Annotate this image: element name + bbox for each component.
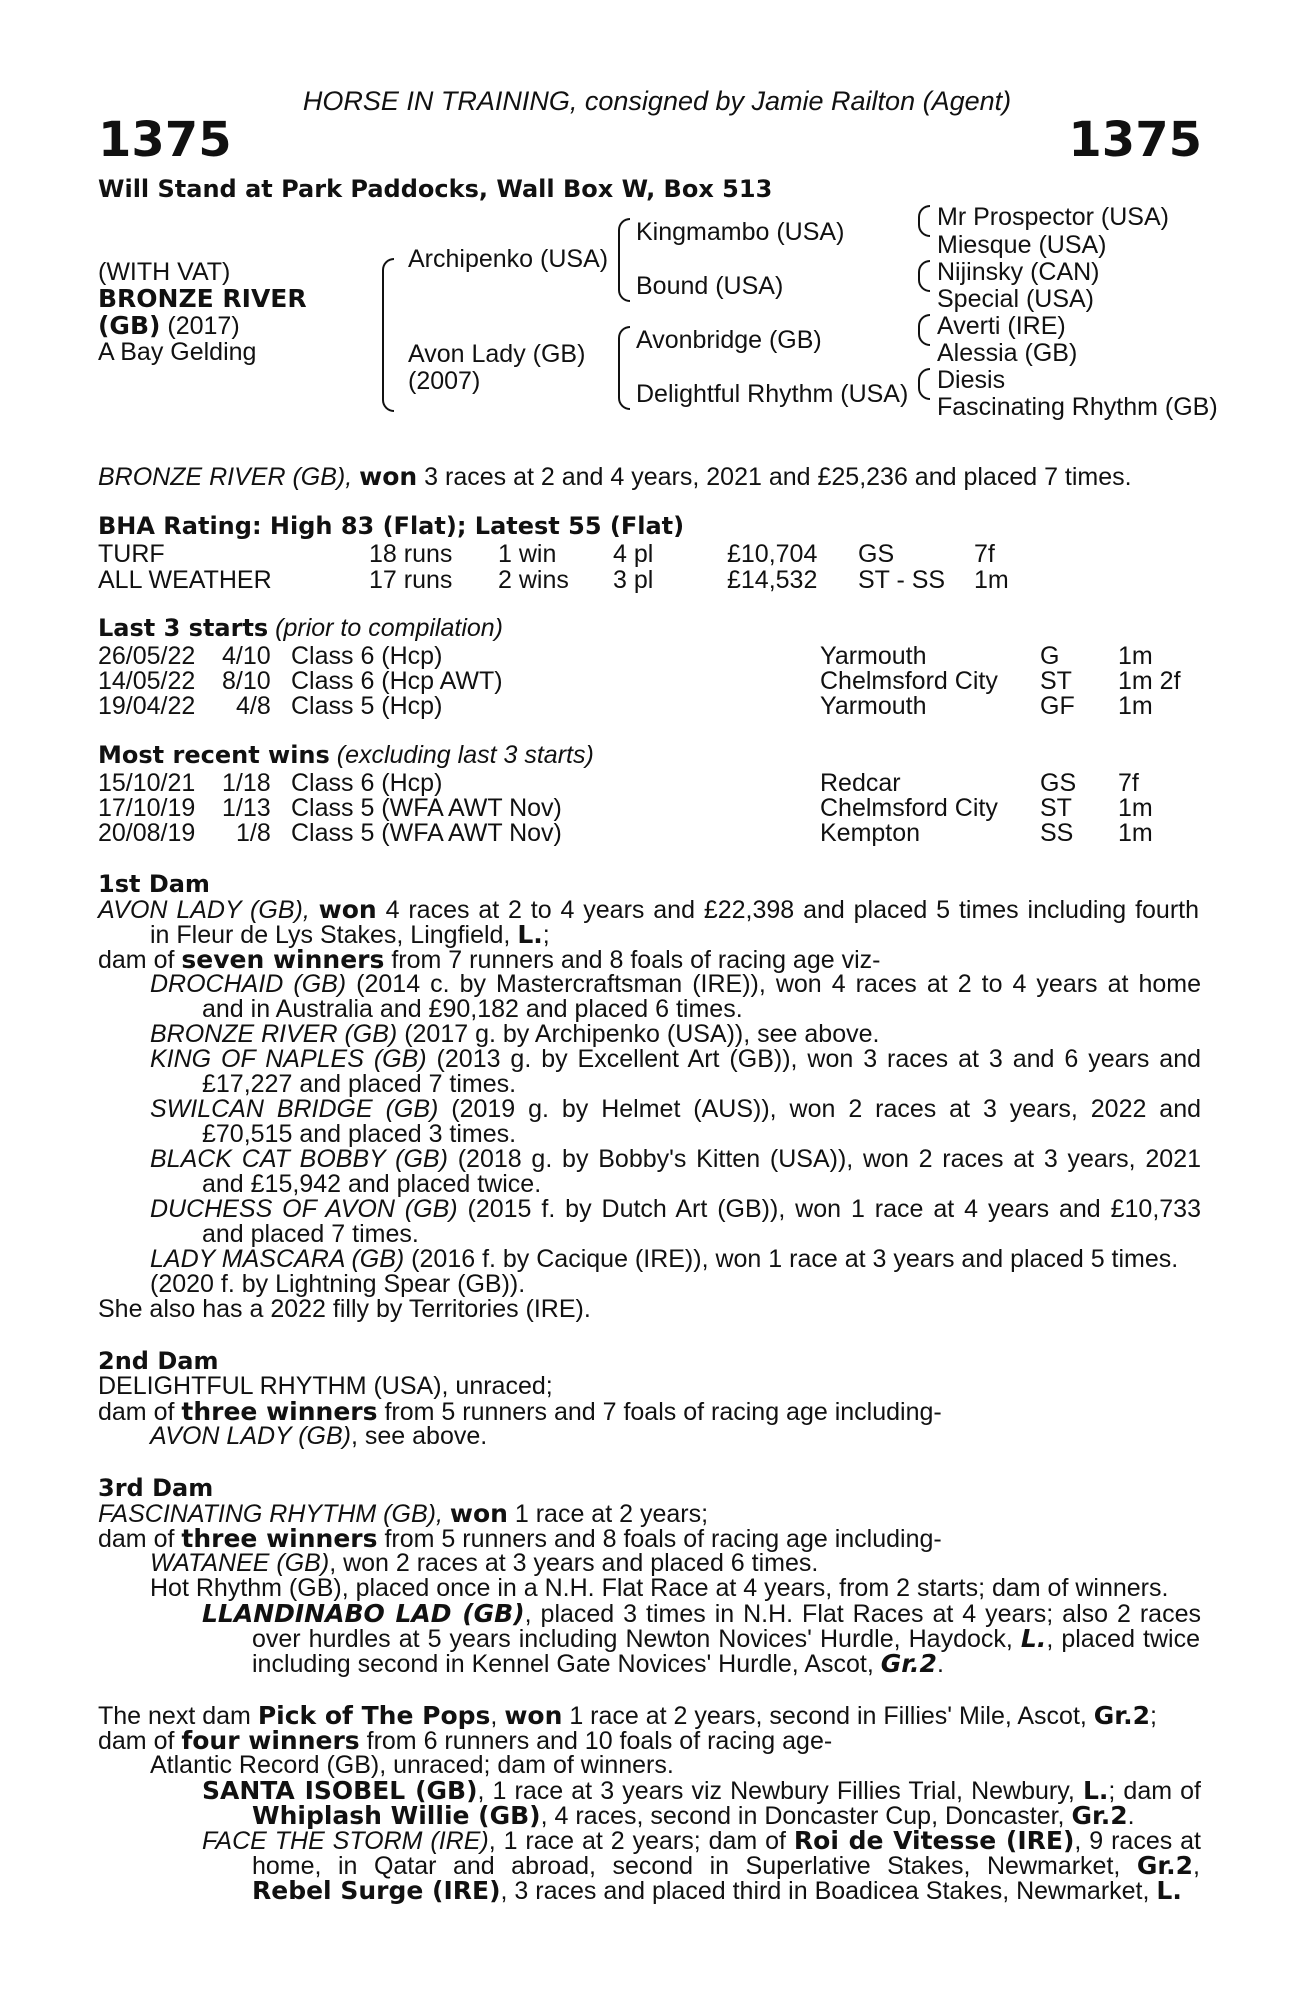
next-dam-line: SANTA ISOBEL (GB), 1 race at 3 years viz Newbury Fillies Trial, Newbury, L.; dam of <box>202 1776 1201 1805</box>
first-dam-line: in Fleur de Lys Stakes, Lingfield, L.; <box>150 920 550 949</box>
horse-name: BRONZE RIVER <box>98 284 307 313</box>
pedigree-sire: Archipenko (USA) <box>408 245 609 273</box>
pedigree-dam-year: (2007) <box>408 367 481 395</box>
produce-note: She also has a 2022 filly by Territories (IRE). <box>98 1295 591 1323</box>
produce-entry: KING OF NAPLES (GB) (2013 g. by Excellent Art (GB)), won 3 races at 3 and 6 years and <box>150 1045 1201 1073</box>
third-dam-title: 3rd Dam <box>98 1474 214 1502</box>
rating-title: BHA Rating: High 83 (Flat); Latest 55 (Flat) <box>98 512 685 540</box>
produce-entry-cont: £70,515 and placed 3 times. <box>202 1120 517 1148</box>
next-dam-line: The next dam Pick of The Pops, won 1 race at 2 years, second in Fillies' Mile, Ascot, Gr.2; <box>98 1701 1157 1730</box>
pedigree-sds: Nijinsky (CAN) <box>937 258 1100 286</box>
third-dam-line: Hot Rhythm (GB), placed once in a N.H. Flat Race at 4 years, from 2 starts; dam of winners. <box>150 1574 1169 1602</box>
next-dam-line: Atlantic Record (GB), unraced; dam of winners. <box>150 1751 674 1779</box>
pedigree-brace-gen1 <box>382 258 394 412</box>
pedigree-brace-dd <box>918 368 930 400</box>
pedigree-brace-ds <box>918 314 930 346</box>
pedigree-sire-dam: Bound (USA) <box>636 272 784 300</box>
third-dam-line: including second in Kennel Gate Novices' Hurdle, Ascot, Gr.2. <box>252 1649 944 1678</box>
race-summary: BRONZE RIVER (GB), won 3 races at 2 and 4 years, 2021 and £25,236 and placed 7 times. <box>98 462 1132 491</box>
next-dam-line: home, in Qatar and abroad, second in Superlative Stakes, Newmarket, Gr.2, <box>252 1851 1200 1880</box>
third-dam-line: dam of three winners from 5 runners and 8 foals of racing age including- <box>98 1524 942 1553</box>
produce-entry: LADY MASCARA (GB) (2016 f. by Cacique (IRE)), won 1 race at 3 years and placed 5 times. <box>150 1245 1179 1273</box>
produce-entry-cont: and £15,942 and placed twice. <box>202 1170 542 1198</box>
pedigree-brace-dam <box>618 326 630 410</box>
second-dam-title: 2nd Dam <box>98 1347 219 1375</box>
pedigree-sdd: Special (USA) <box>937 285 1094 313</box>
first-dam-line: dam of seven winners from 7 runners and 8 foals of racing age viz- <box>98 945 881 974</box>
next-dam-line: dam of four winners from 6 runners and 10 foals of racing age- <box>98 1726 833 1755</box>
pedigree-dam: Avon Lady (GB) <box>408 340 586 368</box>
pedigree-dsd: Alessia (GB) <box>937 339 1078 367</box>
pedigree-sss: Mr Prospector (USA) <box>937 203 1169 231</box>
pedigree-dam-dam: Delightful Rhythm (USA) <box>636 380 909 408</box>
third-dam-line: FASCINATING RHYTHM (GB), won 1 race at 2 years; <box>98 1499 709 1528</box>
second-dam-line: AVON LADY (GB), see above. <box>150 1422 488 1450</box>
stand-location: Will Stand at Park Paddocks, Wall Box W, Box 513 <box>98 175 773 203</box>
first-dam-title: 1st Dam <box>98 870 210 898</box>
pedigree-brace-sd <box>918 260 930 292</box>
produce-entry: BRONZE RIVER (GB) (2017 g. by Archipenko (USA)), see above. <box>150 1020 880 1048</box>
last3-title: Last 3 starts (prior to compilation) <box>98 614 504 642</box>
produce-entry: SWILCAN BRIDGE (GB) (2019 g. by Helmet (AUS)), won 2 races at 3 years, 2022 and <box>150 1095 1201 1123</box>
third-dam-line: over hurdles at 5 years including Newton Novices' Hurdle, Haydock, L., placed twice <box>252 1624 1200 1653</box>
pedigree-brace-sire <box>618 218 630 302</box>
second-dam-line: dam of three winners from 5 runners and 7 foals of racing age including- <box>98 1397 942 1426</box>
lot-number-right: 1375 <box>1068 112 1202 168</box>
pedigree-dss: Averti (IRE) <box>937 312 1066 340</box>
next-dam-line: Whiplash Willie (GB), 4 races, second in Doncaster Cup, Doncaster, Gr.2. <box>252 1801 1135 1830</box>
pedigree-ddd: Fascinating Rhythm (GB) <box>937 393 1218 421</box>
produce-entry: BLACK CAT BOBBY (GB) (2018 g. by Bobby's Kitten (USA)), won 2 races at 3 years, 2021 <box>150 1145 1202 1173</box>
produce-entry: DROCHAID (GB) (2014 c. by Mastercraftsman (IRE)), won 4 races at 2 to 4 years at home <box>150 970 1201 998</box>
second-dam-line: DELIGHTFUL RHYTHM (USA), unraced; <box>98 1372 553 1400</box>
next-dam-line: FACE THE STORM (IRE), 1 race at 2 years; dam of Roi de Vitesse (IRE), 9 races at <box>202 1826 1201 1855</box>
pedigree-dds: Diesis <box>937 366 1006 394</box>
pedigree-sire-sire: Kingmambo (USA) <box>636 218 845 246</box>
vat-note: (WITH VAT) <box>98 258 231 286</box>
horse-description: A Bay Gelding <box>98 338 257 366</box>
pedigree-dam-sire: Avonbridge (GB) <box>636 326 822 354</box>
consignor-line: HORSE IN TRAINING, consigned by Jamie Railton (Agent) <box>302 86 1012 116</box>
next-dam-line: Rebel Surge (IRE), 3 races and placed third in Boadicea Stakes, Newmarket, L. <box>252 1876 1182 1905</box>
horse-origin-year: (GB) (2017) <box>98 311 240 340</box>
recent-wins-title: Most recent wins (excluding last 3 starts) <box>98 741 594 769</box>
lot-number-left: 1375 <box>98 112 232 168</box>
third-dam-line: LLANDINABO LAD (GB), placed 3 times in N.H. Flat Races at 4 years; also 2 races <box>202 1599 1201 1628</box>
produce-entry: (2020 f. by Lightning Spear (GB)). <box>150 1270 526 1298</box>
produce-entry-cont: and placed 7 times. <box>202 1220 419 1248</box>
produce-entry-cont: £17,227 and placed 7 times. <box>202 1070 517 1098</box>
pedigree-brace-ss <box>918 205 930 237</box>
first-dam-line: AVON LADY (GB), won 4 races at 2 to 4 years and £22,398 and placed 5 times including fourth <box>98 895 1199 924</box>
produce-entry: DUCHESS OF AVON (GB) (2015 f. by Dutch Art (GB)), won 1 race at 4 years and £10,733 <box>150 1195 1201 1223</box>
pedigree-ssd: Miesque (USA) <box>937 231 1107 259</box>
third-dam-line: WATANEE (GB), won 2 races at 3 years and placed 6 times. <box>150 1549 819 1577</box>
produce-entry-cont: and in Australia and £90,182 and placed 6 times. <box>202 995 743 1023</box>
